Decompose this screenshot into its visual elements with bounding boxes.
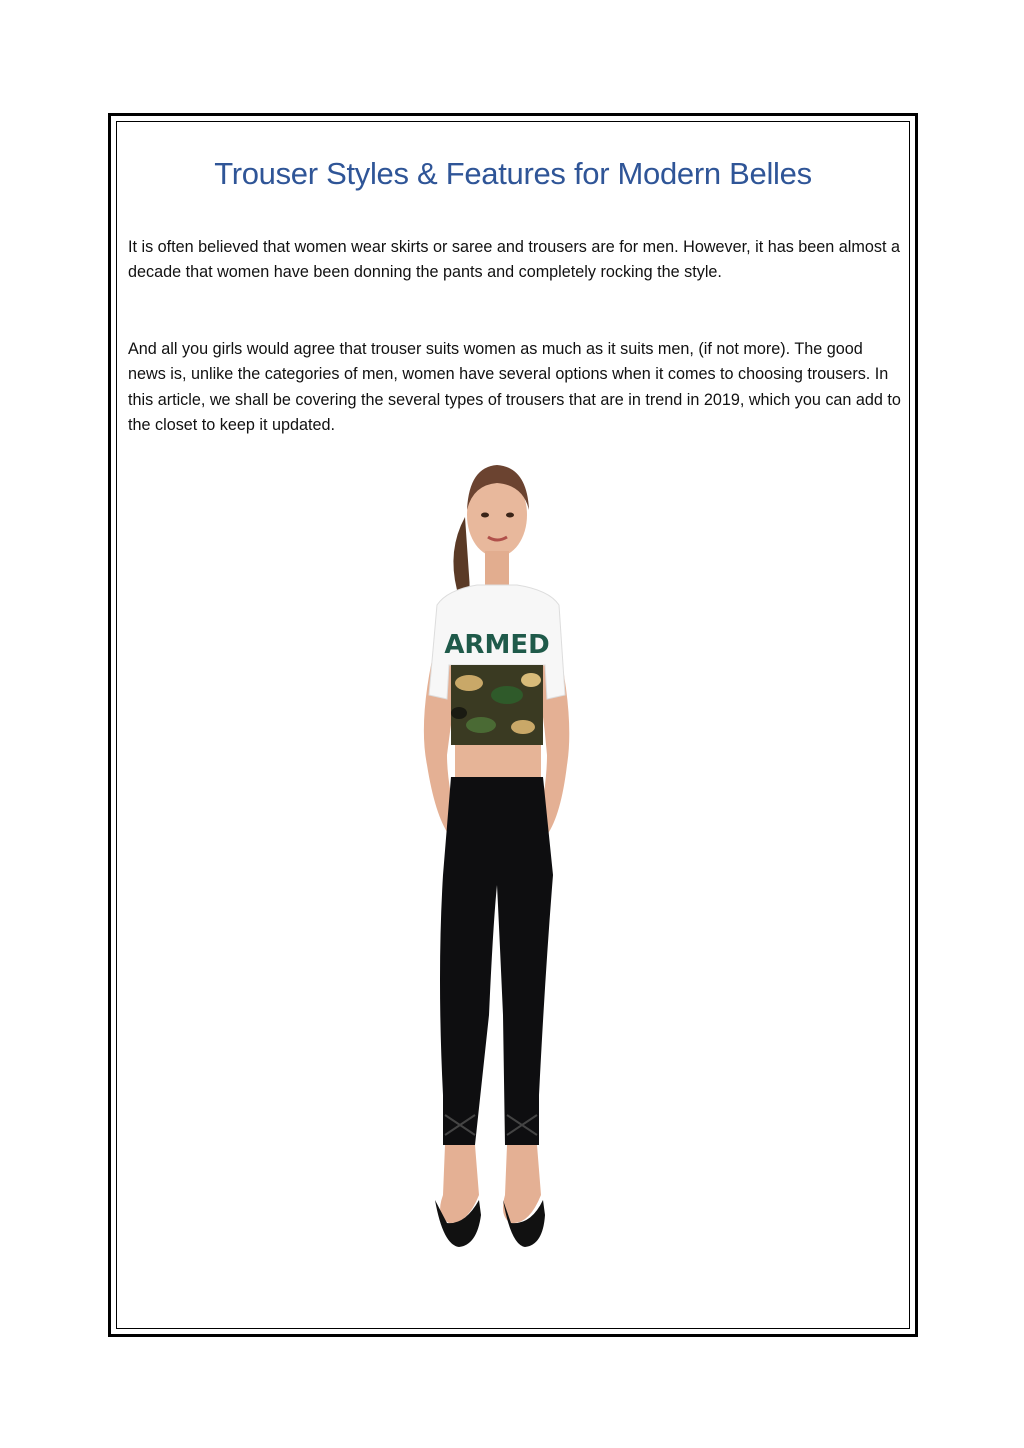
shirt-lettering: ARMED bbox=[444, 630, 550, 660]
page-border-inner bbox=[116, 121, 910, 1329]
body-paragraph: And all you girls would agree that trouser suits women as much as it suits men, (if not more). The good news is, unlike the categories of men, women have several options when it comes to choosing trousers. In this article, we shall be covering the several types of trousers that are in trend in 2019, which you can add to the closet to keep it updated. bbox=[128, 340, 901, 434]
page-title: Trouser Styles & Features for Modern Belles bbox=[214, 156, 812, 191]
model-photo bbox=[347, 455, 637, 1275]
model-illustration bbox=[347, 455, 637, 1275]
intro-paragraph: It is often believed that women wear skirts or saree and trousers are for men. However, it has been almost a decade that women have been donning the pants and completely rocking the style. bbox=[128, 238, 900, 282]
midriff bbox=[455, 745, 541, 777]
black-trousers bbox=[440, 777, 553, 1145]
right-ankle bbox=[503, 1145, 541, 1223]
page-border bbox=[108, 113, 918, 1337]
